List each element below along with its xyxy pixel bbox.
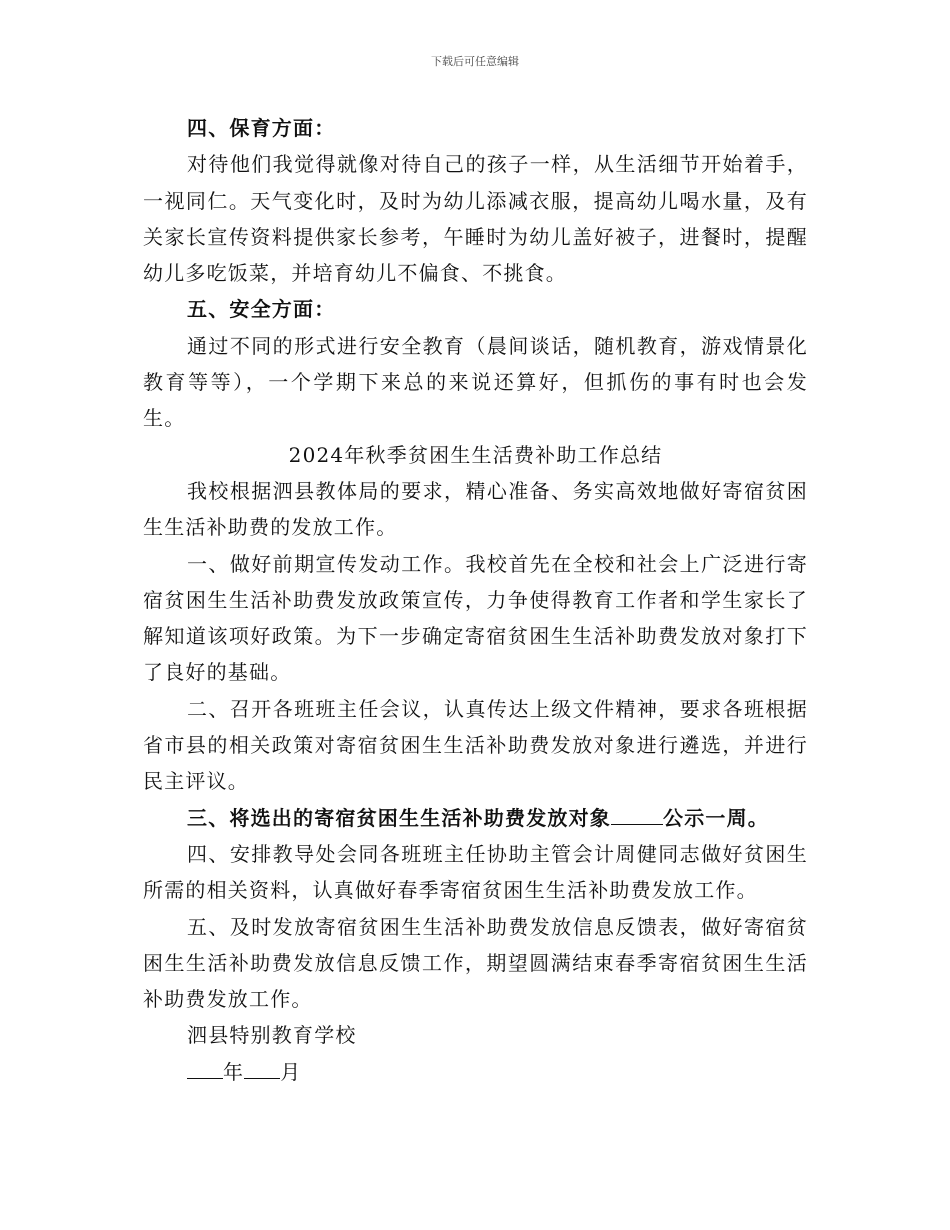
section4-heading: 四、保育方面： — [187, 116, 336, 140]
year-blank — [187, 1058, 223, 1079]
report-item-3-tail: 公示一周。 — [663, 805, 769, 830]
month-blank — [244, 1058, 280, 1079]
date-line — [143, 1054, 808, 1090]
report-item-4: 四、安排教导处会同各班班主任协助主管会计周健同志做好贫困生所需的相关资料，认真做好春季寄宿贫困生生活补助费发放工作。 — [143, 841, 808, 903]
report-intro: 我校根据泗县教体局的要求，精心准备、务实高效地做好寄宿贫困生生活补助费的发放工作。 — [143, 478, 808, 540]
report-item-5: 五、及时发放寄宿贫困生生活补助费发放信息反馈表，做好寄宿贫困生生活补助费发放信息反馈工作，期望圆满结束春季寄宿贫困生生活补助费发放工作。 — [143, 914, 808, 1012]
report-item-2: 二、召开各班班主任会议，认真传达上级文件精神，要求各班根据省市县的相关政策对寄宿贫困生生活补助费发放对象进行遴选，并进行民主评议。 — [143, 696, 808, 794]
fill-blank — [611, 804, 663, 825]
month-label: 月 — [280, 1059, 302, 1084]
signature: 泗县特别教育学校 — [187, 1023, 357, 1048]
report-item-1: 一、做好前期宣传发动工作。我校首先在全校和社会上广泛进行寄宿贫困生生活补助费发放政策宣传，力争使得教育工作者和学生家长了解知道该项好政策。为下一步确定寄宿贫困生生活补助费发放对象打下了良好的基础。 — [143, 551, 808, 685]
report-title: 2024年秋季贫困生生活费补助工作总结 — [288, 442, 663, 467]
page-header: 下载后可任意编辑 — [431, 55, 519, 68]
report-item-3-text: 三、将选出的寄宿贫困生生活补助费发放对象 — [187, 805, 611, 830]
section5-body: 通过不同的形式进行安全教育（晨间谈话，随机教育，游戏情景化教育等等），一个学期下来总的来说还算好，但抓伤的事有时也会发生。 — [143, 333, 808, 431]
document-body — [143, 110, 808, 1090]
section4-body: 对待他们我觉得就像对待自己的孩子一样，从生活细节开始着手，一视同仁。天气变化时，及时为幼儿添减衣服，提高幼儿喝水量，及有关家长宣传资料提供家长参考，午睡时为幼儿盖好被子，进餐时，提醒幼儿多吃饭菜，并培育幼儿不偏食、不挑食。 — [143, 152, 808, 286]
report-item-3 — [143, 800, 808, 836]
year-label: 年 — [223, 1059, 245, 1084]
section5-heading: 五、安全方面： — [187, 297, 336, 322]
